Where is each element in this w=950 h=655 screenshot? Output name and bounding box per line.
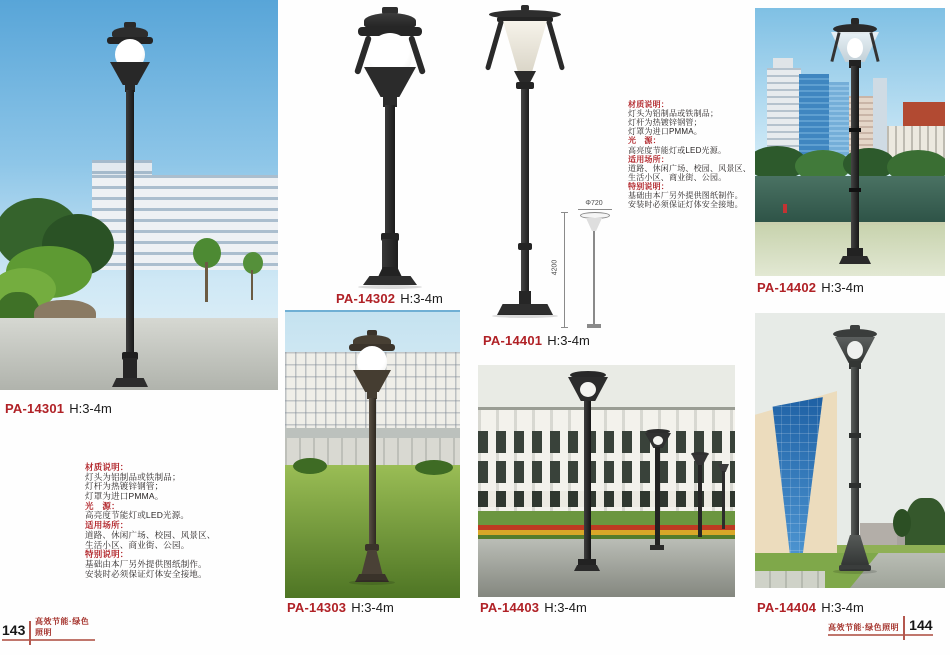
small-tree (243, 252, 263, 274)
lamp-bulb (847, 38, 863, 58)
product-label-pa-14302 (336, 291, 443, 306)
spec-heading: 特别说明： (628, 181, 669, 191)
pedestrian-figure (783, 204, 787, 213)
lamp-base-plate (363, 276, 417, 285)
spec-line: 灯罩为进口PMMA。 (85, 491, 164, 502)
bush (293, 458, 327, 474)
lamp-collar (365, 544, 379, 551)
lamp-pole (584, 401, 591, 561)
lamp-base-plate (574, 565, 600, 571)
spec-line: 灯头为铝制品或铁制品； (85, 471, 181, 482)
product-code: PA-14403 (480, 600, 540, 615)
spec-heading: 光 源： (628, 136, 661, 146)
bush (415, 460, 453, 475)
spec-line: 灯杆为热镀锌钢管； (628, 118, 702, 128)
product-height: H:3-4m (547, 333, 590, 348)
product-label-pa-14402 (757, 280, 864, 295)
dim-line-top (578, 209, 612, 210)
diameter-label: Φ720 (585, 200, 603, 207)
product-height: H:3-4m (69, 401, 112, 416)
photo-pa-14303 (285, 310, 460, 598)
lamp-cone-diffuser (503, 21, 547, 75)
pavers (755, 571, 825, 588)
lamp-shadow (358, 285, 422, 289)
road (478, 539, 735, 597)
spec-heading: 适用场所： (85, 520, 129, 531)
lamp-pole (851, 367, 859, 537)
product-label-pa-14303 (287, 600, 394, 615)
height-dim-label: 4200 (551, 259, 559, 276)
lamp-base-plate (112, 378, 148, 387)
lamp-pole-4 (722, 471, 725, 529)
product-code: PA-14303 (287, 600, 347, 615)
photo-pa-14301 (0, 0, 278, 390)
outline-pole (593, 231, 595, 324)
footer-slogan-right: 高效节能·绿色照明 (828, 623, 900, 632)
lamp-base-stem (519, 291, 531, 305)
building-cornice (478, 407, 735, 410)
lamp-pole-ring (849, 128, 861, 132)
outline-cone (586, 218, 602, 231)
photo-pa-14403 (478, 365, 735, 597)
product-code: PA-14302 (336, 291, 396, 306)
spec-line: 灯头为铝制品或铁制品； (628, 109, 719, 119)
spec-heading: 适用场所： (628, 154, 669, 164)
lamp-pole-ring (518, 243, 532, 250)
spec-line: 基础由本厂另外提供图纸制作。 (628, 191, 743, 201)
spec-line: 生活小区、商业街、公园。 (85, 539, 190, 550)
spec-line: 生活小区、商业街、公园。 (628, 172, 727, 182)
lamp-shadow (492, 314, 558, 318)
product-code: PA-14301 (5, 401, 65, 416)
page-number-left: 143 (2, 622, 26, 638)
product-label-pa-14403 (480, 600, 587, 615)
window-row (478, 491, 735, 507)
spec-line: 基础由本厂另外提供图纸制作。 (85, 558, 207, 569)
spec-line: 灯罩为进口PMMA。 (628, 127, 702, 137)
lamp-pole-2 (655, 447, 660, 547)
dim-line-vertical (564, 212, 565, 328)
dimension-drawing (551, 200, 634, 332)
lamp-pole (126, 90, 134, 358)
lamp-shadow (349, 580, 395, 585)
footer-slogan-left: 高效节能·绿色照明 (35, 617, 90, 637)
product-code: PA-14401 (483, 333, 543, 348)
product-label-pa-14404 (757, 600, 864, 615)
spec-line: 高亮度节能灯或LED光源。 (85, 510, 190, 521)
footer-right (828, 616, 933, 636)
window-row (478, 431, 735, 453)
dim-tick (561, 212, 568, 213)
page-number-right: 144 (909, 617, 933, 633)
product-height: H:3-4m (821, 280, 864, 295)
lake (755, 176, 945, 226)
lamp-arm (546, 19, 565, 70)
footer-divider (29, 621, 31, 645)
spec-block-left (85, 463, 235, 579)
product-height: H:3-4m (544, 600, 587, 615)
product-label-pa-14301 (5, 401, 112, 416)
spec-line: 安装时必须保证灯体安全接地。 (628, 200, 743, 210)
product-shot-pa-14302 (330, 5, 450, 290)
lamp-diffuser-2 (653, 436, 663, 445)
spec-line: 高亮度节能灯或LED光源。 (628, 145, 727, 155)
lamp-pole-3 (698, 465, 702, 537)
blue-tower (799, 74, 829, 160)
small-tree (893, 509, 911, 537)
lamp-shadow (833, 569, 877, 574)
footer-left (2, 616, 95, 641)
product-height: H:3-4m (351, 600, 394, 615)
lamp-cup (364, 67, 416, 97)
spec-line: 安装时必须保证灯体安全接地。 (85, 568, 207, 579)
lamp-base-2 (650, 545, 664, 550)
lamp-arm (485, 19, 504, 70)
tree-trunk (205, 262, 208, 302)
spec-block-right (628, 100, 753, 209)
spec-heading: 光 源： (85, 500, 120, 511)
spec-heading: 材质说明： (85, 462, 129, 472)
lamp-collar (516, 82, 534, 89)
product-height: H:3-4m (400, 291, 443, 306)
product-label-pa-14401 (483, 333, 590, 348)
lamp-pole-ring (849, 188, 861, 192)
lamp-pole (385, 105, 395, 237)
lamp-pole (369, 398, 376, 548)
photo-top-edge (285, 310, 460, 312)
product-code: PA-14402 (757, 280, 817, 295)
photo-pa-14402 (755, 8, 945, 276)
product-height: H:3-4m (821, 600, 864, 615)
spec-line: 道路、休闲广场、校园、风景区、 (628, 163, 751, 173)
lamp-base-plate (839, 256, 871, 264)
dim-tick (561, 327, 568, 328)
spec-heading: 材质说明： (628, 100, 669, 109)
spec-line: 道路、休闲广场、校园、风景区、 (85, 529, 216, 540)
lamp-base-section (123, 358, 137, 380)
lamp-diffuser (580, 382, 596, 397)
lamp-pole-ring (849, 483, 861, 488)
spec-heading: 特别说明： (85, 549, 129, 560)
blue-tower-2 (829, 82, 849, 160)
spec-line: 灯杆为热镀锌钢管； (85, 481, 164, 492)
outline-base (587, 324, 601, 328)
photo-pa-14404 (755, 313, 945, 588)
footer-divider (903, 616, 905, 640)
lamp-diffuser (847, 341, 863, 359)
product-code: PA-14404 (757, 600, 817, 615)
window-row (478, 461, 735, 483)
lamp-pole (851, 66, 859, 252)
lamp-pole-ring (849, 433, 861, 438)
tree-trunk (251, 270, 253, 300)
lamp-pole (521, 89, 529, 294)
outline-head-disc (580, 212, 610, 219)
